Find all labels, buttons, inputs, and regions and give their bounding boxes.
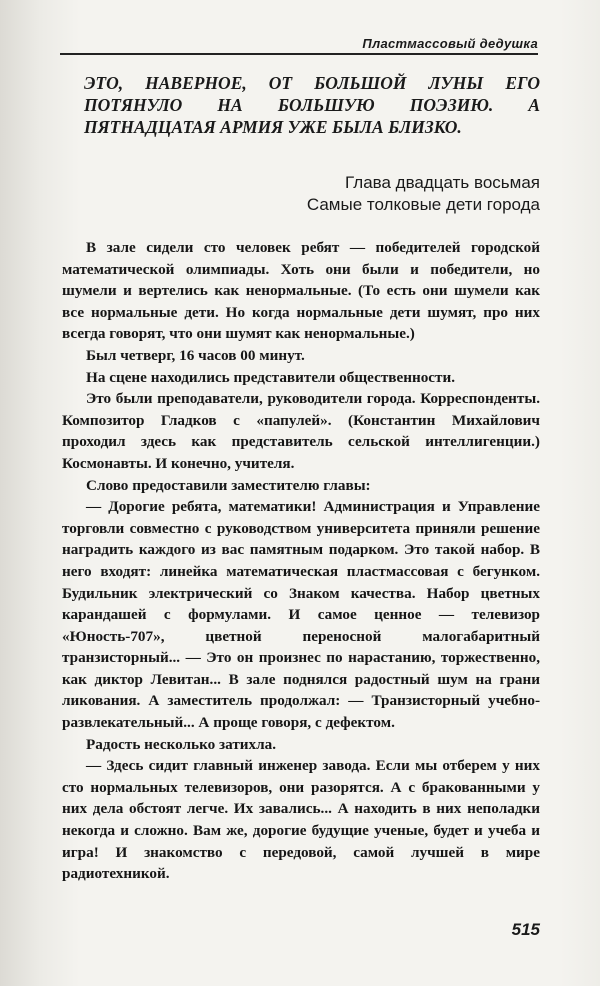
paragraph: На сцене находились представители общественности. [86, 368, 456, 386]
chapter-title: Самые толковые дети города [306, 195, 540, 214]
paragraph: — Дорогие ребята, математики! Администрация и Управление торговли совместно с руководством университета приняли решение наградить каждого из вас памятным подарком. Это такой набор. В него входят: линейка математическая пластмассовая с бегунком. Будильник электрический со Знаком качества. Набор цветных карандашей с формулами. И самое ценное — телевизор «Юность-707», цветной переносной малогабаритный транзисторный... — Это он произнес по нарастанию, торжественно, как диктор Левитан... В зале поднялся радостный шум на грани ликования. А заместитель продолжал: — Транзисторный учебно-развлекательный... А проще говоря, с дефектом. [62, 498, 540, 732]
chapter-number: Глава двадцать восьмая [345, 173, 540, 192]
body-text [62, 237, 540, 885]
paragraph: Был четверг, 16 часов 00 минут. [86, 346, 305, 364]
running-header: Пластмассовый дедушка [60, 36, 538, 55]
paragraph: Радость несколько затихла. [86, 735, 277, 753]
paragraph: Слово предоставили заместителю главы: [86, 476, 371, 494]
paragraph: Это были преподаватели, руководители города. Корреспонденты. Композитор Гладков с «папулей». (Константин Михайлович проходил здесь как представитель сельской интеллигенции.) Космонавты. И конечно, учителя. [62, 390, 540, 472]
paragraph: В зале сидели сто человек ребят — победителей городской математической олимпиады. Хоть они были и победители, но шумели и вертелись как ненормальные. (То есть они шумели как все нормальные дети. Но когда нормальные дети шумят, про них всегда говорят, что они шумят как ненормальные.) [62, 239, 540, 343]
epigraph: ЭТО, НАВЕРНОЕ, ОТ БОЛЬШОЙ ЛУНЫ ЕГО ПОТЯНУЛО НА БОЛЬШУЮ ПОЭЗИЮ. А ПЯТНАДЦАТАЯ АРМИЯ УЖЕ БЫЛА БЛИЗКО. [84, 73, 540, 137]
paragraph: — Здесь сидит главный инженер завода. Если мы отберем у них сто нормальных телевизоров, они разорятся. А с бракованными у них дела обстоят легче. Их завались... А находить в них неполадки некогда и сложно. Вам же, дорогие будущие ученые, будет и учеба и игра! И знакомство с передовой, самой лучшей в мире радиотехникой. [62, 757, 540, 883]
page-number: 515 [511, 920, 540, 939]
